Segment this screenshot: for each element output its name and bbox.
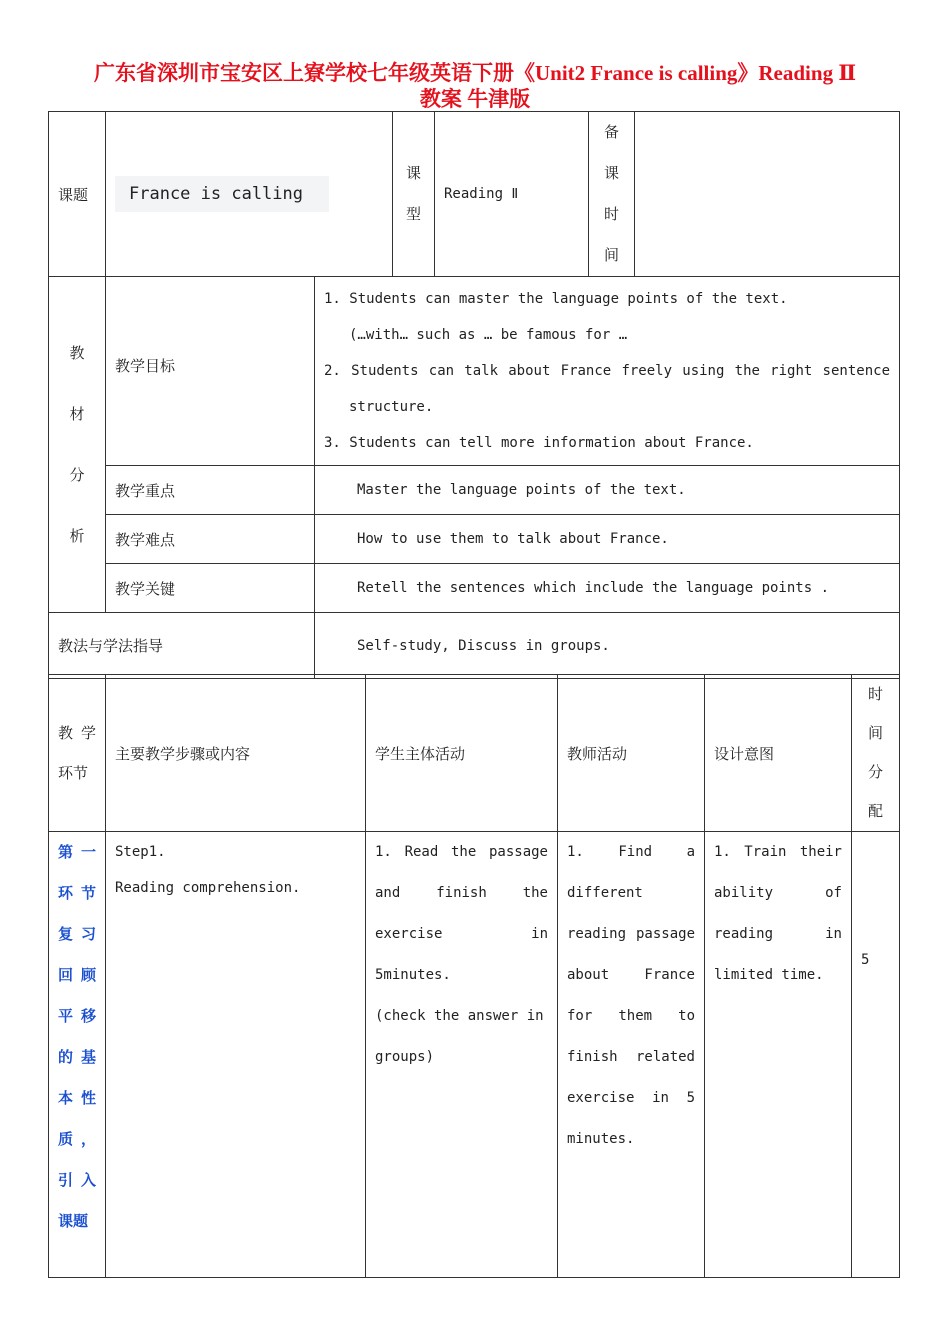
document-title [40, 60, 910, 112]
type-label: 课 型 [393, 112, 435, 277]
method-value: Self-study, Discuss in groups. [315, 613, 900, 679]
method-label: 教法与学法指导 [49, 613, 315, 679]
prep-time-value [635, 112, 900, 277]
title-line-1: 广东省深圳市宝安区上寮学校七年级英语下册《Unit2 France is calling》Reading Ⅱ [93, 61, 857, 85]
time-allocation-header: 时 间 分 配 [852, 675, 900, 832]
student-activity-header: 学生主体活动 [366, 675, 558, 832]
difficulties-label: 教学难点 [106, 515, 315, 564]
analysis-section-label: 教 材 分 析 [49, 277, 106, 613]
step1-stage: 第 一 环 节 复 习 回 顾 平 移 的 基 本 性 质 ， 引 入 课题 [49, 832, 106, 1278]
step1-content [106, 832, 366, 1278]
objective-1-examples: (…with… such as … be famous for … [349, 327, 628, 343]
key-row [49, 564, 900, 613]
step1-time: 5 [852, 832, 900, 1278]
objectives-label: 教学目标 [106, 277, 315, 466]
step1-row [49, 832, 900, 1278]
lesson-title-cell [106, 112, 393, 277]
topic-row [49, 112, 900, 277]
step1-description: Reading comprehension. [115, 880, 301, 896]
step1-student-activity [366, 832, 558, 1278]
key-points-row [49, 466, 900, 515]
objective-2: 2. Students can talk about France freely using the right sentence [324, 363, 890, 379]
lesson-info-table [48, 111, 900, 679]
stage-header: 教 学 环节 [49, 675, 106, 832]
objective-2-cont: structure. [349, 399, 434, 415]
content-header: 主要教学步骤或内容 [106, 675, 366, 832]
objectives-row [49, 277, 900, 466]
step1-student-text: 1. Read the passage and finish the exercise in 5minutes. [375, 844, 548, 983]
step1-teacher-activity: 1. Find a different reading passage about France for them to finish related exercise in 5 minutes. [558, 832, 705, 1278]
title-line-2: 教案 牛津版 [419, 87, 531, 111]
difficulties-value: How to use them to talk about France. [315, 515, 900, 564]
objectives-list [315, 277, 900, 466]
objective-1: 1. Students can master the language points of the text. [324, 291, 788, 307]
objective-3: 3. Students can tell more information about France. [324, 435, 754, 451]
key-value: Retell the sentences which include the language points . [315, 564, 900, 613]
step1-student-note: (check the answer in groups) [375, 1008, 544, 1065]
topic-label: 课题 [49, 112, 106, 277]
teacher-activity-header: 教师活动 [558, 675, 705, 832]
teaching-steps-table [48, 674, 900, 1278]
type-value: Reading Ⅱ [435, 112, 589, 277]
step1-title: Step1. [115, 844, 166, 860]
method-row [49, 613, 900, 679]
lesson-title: France is calling [115, 176, 329, 212]
steps-header-row [49, 675, 900, 832]
design-purpose-header: 设计意图 [705, 675, 852, 832]
key-points-label: 教学重点 [106, 466, 315, 515]
key-points-value: Master the language points of the text. [315, 466, 900, 515]
key-label: 教学关键 [106, 564, 315, 613]
step1-design-purpose: 1. Train their ability of reading in limited time. [705, 832, 852, 1278]
difficulties-row [49, 515, 900, 564]
prep-time-label: 备 课 时 间 [589, 112, 635, 277]
